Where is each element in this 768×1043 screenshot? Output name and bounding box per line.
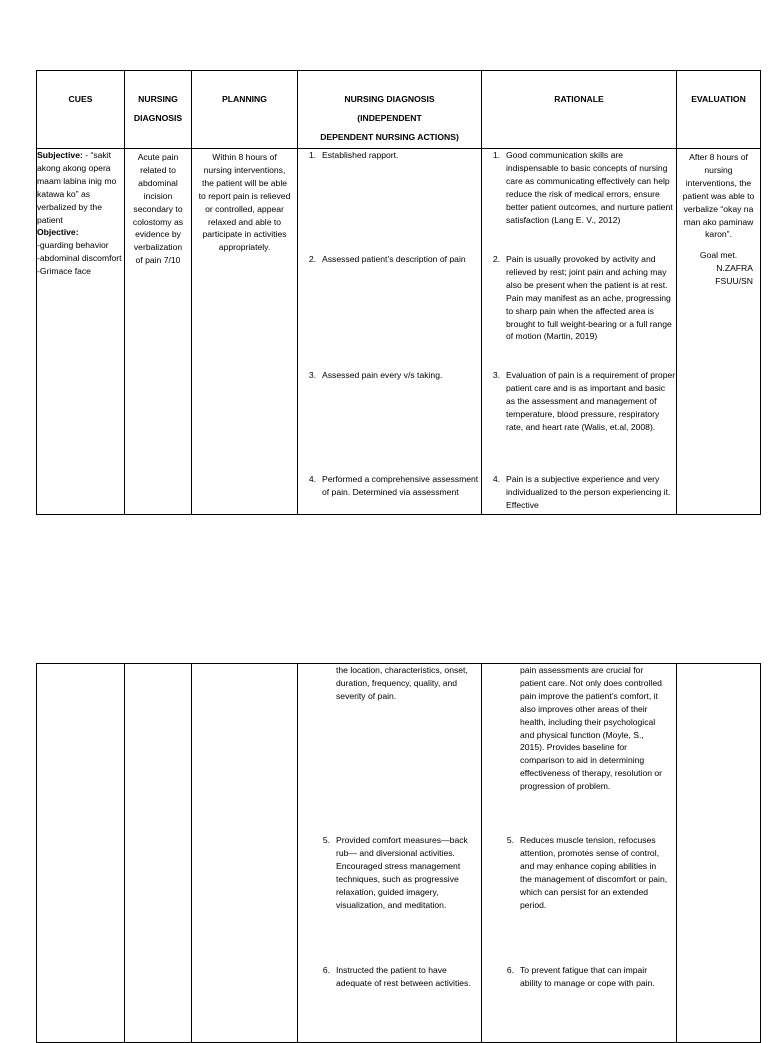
rationale-continued-text: pain assessments are crucial for patient care. Not only does controlled pain improve the patient’s comfort, it also improves other areas of their health, including their psychological and physical function (Moyle, S., 2015). Provides baseline for comparison to aid in determining effectiveness of therapy, resolution or progression of problem. <box>520 665 663 792</box>
action-item: 5. Provided comfort measures—back rub— and diversional activities. Encouraged stress management techniques, such as progressive relaxation, guided imagery, visualization, and meditation. <box>322 835 468 910</box>
action-item: 3. Assessed pain every v/s taking. <box>308 370 443 380</box>
subjective-label: Subjective: <box>37 150 83 160</box>
rationale-item: 4. Pain is a subjective experience and very individualized to the person experiencing it. Effective <box>492 474 671 510</box>
header-nursing-diagnosis: NURSING DIAGNOSIS <box>125 71 192 149</box>
evaluation-cell <box>677 149 761 515</box>
header-planning: PLANNING <box>192 71 298 149</box>
objective-label: Objective: <box>37 227 79 238</box>
header-row <box>37 71 761 149</box>
rationale-item: 1. Good communication skills are indispensable to basic concepts of nursing care as communicating effectively can help reduce the risk of medical errors, ensure better patient outcomes, and nurture patient satisfaction (Lang E. V., 2012) <box>492 150 673 225</box>
signature-name: N.ZAFRA <box>716 263 753 274</box>
rationale-item: 2. Pain is usually provoked by activity and relieved by rest; joint pain and aching may also be present when the patient is at rest. Pain may manifest as an ache, progressing to sharp pain when the affected area is brought to full weight-bearing or a full range of motion (Martin, 2019) <box>492 254 672 342</box>
rationale-item: 5. Reduces muscle tension, refocuses attention, promotes sense of control, and may enhance coping abilities in the management of discomfort or pain, which can persist for an extended period. <box>506 835 668 910</box>
evaluation-cell-empty <box>677 664 761 1043</box>
diagnosis-text: Acute pain related to abdominal incision secondary to colostomy as evidence by verbalization of pain 7/10 <box>132 152 184 266</box>
header-evaluation: EVALUATION <box>677 71 761 149</box>
planning-text: Within 8 hours of nursing interventions, the patient will be able to report pain is relieved or controlled, appear relaxed and able to participate in activities appropriately. <box>198 152 291 253</box>
rationale-item: 3. Evaluation of pain is a requirement of proper patient care and is as important and basic as the assessment and management of temperature, blood pressure, respiratory rate, and heart rate (Walis, et.al, 2008). <box>492 370 676 432</box>
actions-cell-continued <box>298 664 482 1043</box>
subjective-text: - “sakit akong akong opera maam labina inig mo katawa ko” as verbalized by the patient <box>37 150 117 225</box>
objective-item: -guarding behavior <box>37 240 109 251</box>
action-item: 1. Established rapport. <box>308 150 399 160</box>
care-plan-table-page-2 <box>36 663 761 1043</box>
header-rationale: RATIONALE <box>482 71 677 149</box>
diagnosis-cell <box>125 149 192 515</box>
goal-status: Goal met. <box>699 250 738 261</box>
care-plan-table-page-1 <box>36 70 761 515</box>
cues-cell <box>37 149 125 515</box>
objective-item: -abdominal discomfort <box>37 253 122 264</box>
action-item: 2. Assessed patient’s description of pain <box>308 254 466 264</box>
objective-item: -Grimace face <box>37 266 91 277</box>
action-continued-text: the location, characteristics, onset, duration, frequency, quality, and severity of pain. <box>336 665 468 701</box>
actions-cell <box>298 149 482 515</box>
diagnosis-cell-empty <box>125 664 192 1043</box>
rationale-cell-continued <box>482 664 677 1043</box>
action-item: 4. Performed a comprehensive assessment of pain. Determined via assessment <box>308 474 479 497</box>
body-row <box>37 149 761 515</box>
planning-cell <box>192 149 298 515</box>
body-row-continued <box>37 664 761 1043</box>
rationale-item: 6. To prevent fatigue that can impair ability to manage or cope with pain. <box>506 965 655 988</box>
planning-cell-empty <box>192 664 298 1043</box>
header-actions: NURSING DIAGNOSIS (INDEPENDENT DEPENDENT NURSING ACTIONS) <box>298 71 482 149</box>
evaluation-text: After 8 hours of nursing interventions, the patient was able to verbalize “okay na man ako paminaw karon”. <box>682 152 755 240</box>
rationale-cell <box>482 149 677 515</box>
signature-school: FSUU/SN <box>715 276 753 287</box>
action-item: 6. Instructed the patient to have adequate of rest between activities. <box>322 965 471 988</box>
header-cues: CUES <box>37 71 125 149</box>
cues-cell-empty <box>37 664 125 1043</box>
